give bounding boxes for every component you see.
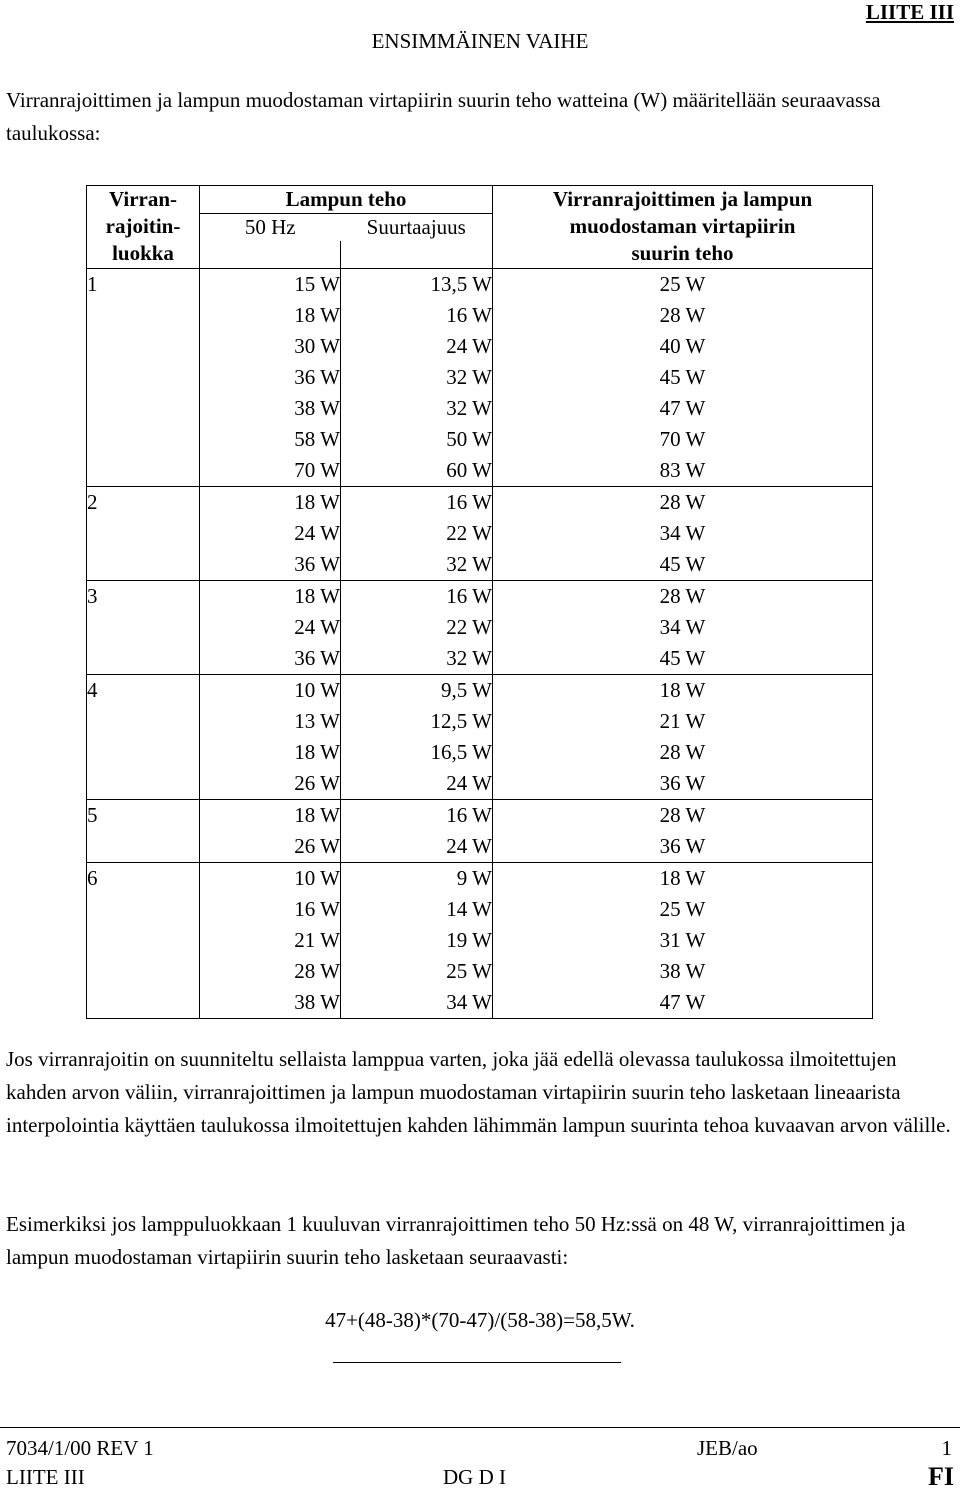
- sub-header-spacer-1: [200, 241, 341, 269]
- lamp-power-50hz-cell: 36 W: [200, 549, 341, 581]
- max-header-line-1: Virranrajoittimen ja lampun: [552, 187, 813, 211]
- lamp-power-50hz-cell: 36 W: [200, 643, 341, 675]
- lamp-power-50hz-cell: 38 W: [200, 393, 341, 424]
- max-power-cell: 25 W: [493, 269, 873, 301]
- table-row: [87, 549, 873, 581]
- table-row: [87, 894, 873, 925]
- class-cell: [87, 362, 200, 393]
- class-cell: [87, 987, 200, 1019]
- max-power-cell: 40 W: [493, 331, 873, 362]
- class-cell: [87, 424, 200, 455]
- footer-language: FI: [928, 1462, 954, 1491]
- max-header-line-2: muodostaman virtapiirin: [569, 214, 796, 238]
- max-power-cell: 25 W: [493, 894, 873, 925]
- footer-initials: JEB/ao: [697, 1436, 758, 1460]
- class-cell: [87, 643, 200, 675]
- lamp-power-hf-cell: 9,5 W: [341, 675, 493, 707]
- lamp-power-hf-cell: 50 W: [341, 424, 493, 455]
- intro-paragraph: Virranrajoittimen ja lampun muodostaman virtapiirin suurin teho watteina (W) määritellään seuraavassa taulukossa:: [6, 88, 881, 145]
- lamp-power-50hz-cell: 70 W: [200, 455, 341, 487]
- max-power-cell: 38 W: [493, 956, 873, 987]
- max-power-cell: 70 W: [493, 424, 873, 455]
- table-row: [87, 424, 873, 455]
- lamp-power-hf-cell: 22 W: [341, 612, 493, 643]
- max-power-cell: 18 W: [493, 863, 873, 895]
- lamp-power-50hz-cell: 18 W: [200, 487, 341, 519]
- lamp-power-50hz-cell: 38 W: [200, 987, 341, 1019]
- example-paragraph: Esimerkiksi jos lamppuluokkaan 1 kuuluvan virranrajoittimen teho 50 Hz:ssä on 48 W, virranrajoittimen ja lampun muodostaman virtapiirin suurin teho lasketaan seuraavasti:: [6, 1212, 906, 1269]
- class-cell: 6: [87, 863, 200, 895]
- class-cell: [87, 455, 200, 487]
- max-header-line-3: suurin teho: [631, 241, 734, 265]
- table-row: [87, 737, 873, 768]
- lamp-power-50hz-cell: 10 W: [200, 863, 341, 895]
- class-header-line-1: Virran-: [108, 187, 178, 211]
- class-header-line-3: luokka: [112, 241, 174, 265]
- table-row: [87, 956, 873, 987]
- max-power-cell: 31 W: [493, 925, 873, 956]
- max-power-cell: 83 W: [493, 455, 873, 487]
- table-row: [87, 768, 873, 800]
- lamp-power-hf-cell: 16 W: [341, 581, 493, 613]
- lamp-power-hf-cell: 22 W: [341, 518, 493, 549]
- lamp-power-50hz-cell: 18 W: [200, 581, 341, 613]
- lamp-power-hf-cell: 60 W: [341, 455, 493, 487]
- power-table: [86, 185, 872, 1020]
- max-power-cell: 45 W: [493, 643, 873, 675]
- lamp-power-hf-cell: 24 W: [341, 831, 493, 863]
- class-cell: [87, 831, 200, 863]
- class-cell: 4: [87, 675, 200, 707]
- lamp-power-hf-cell: 32 W: [341, 549, 493, 581]
- lamp-power-hf-cell: 19 W: [341, 925, 493, 956]
- class-cell: [87, 518, 200, 549]
- max-power-cell: 45 W: [493, 549, 873, 581]
- lamp-power-hf-cell: 34 W: [341, 987, 493, 1019]
- table-row: [87, 706, 873, 737]
- phase-title: ENSIMMÄINEN VAIHE: [371, 29, 589, 53]
- table-row: [87, 800, 873, 832]
- table-row: [87, 581, 873, 613]
- table-row: [87, 269, 873, 301]
- class-cell: [87, 737, 200, 768]
- lamp-power-50hz-cell: 28 W: [200, 956, 341, 987]
- lamp-power-hf-cell: 14 W: [341, 894, 493, 925]
- table-row: [87, 331, 873, 362]
- sub-header-spacer-2: [341, 241, 493, 269]
- footer-page-number: 1: [941, 1436, 952, 1460]
- max-power-cell: 28 W: [493, 300, 873, 331]
- lamp-power-50hz-cell: 18 W: [200, 300, 341, 331]
- max-power-column-header: [493, 186, 873, 269]
- max-power-cell: 47 W: [493, 987, 873, 1019]
- lamp-power-50hz-cell: 26 W: [200, 768, 341, 800]
- table-row: [87, 393, 873, 424]
- table-row: [87, 487, 873, 519]
- example-formula: 47+(48-38)*(70-47)/(58-38)=58,5W.: [325, 1308, 635, 1332]
- table-row: [87, 831, 873, 863]
- footer-rule: [0, 1427, 960, 1428]
- lamp-power-header: Lampun teho: [200, 186, 493, 214]
- max-power-cell: 28 W: [493, 737, 873, 768]
- table-row: [87, 612, 873, 643]
- max-power-cell: 45 W: [493, 362, 873, 393]
- class-header-line-2: rajoitin-: [105, 214, 181, 238]
- max-power-cell: 28 W: [493, 487, 873, 519]
- lamp-power-50hz-cell: 26 W: [200, 831, 341, 863]
- lamp-power-50hz-cell: 24 W: [200, 612, 341, 643]
- lamp-power-hf-cell: 25 W: [341, 956, 493, 987]
- lamp-power-50hz-cell: 18 W: [200, 737, 341, 768]
- max-power-cell: 34 W: [493, 612, 873, 643]
- max-power-cell: 36 W: [493, 768, 873, 800]
- lamp-power-hf-cell: 24 W: [341, 768, 493, 800]
- table-row: [87, 300, 873, 331]
- lamp-power-hf-cell: 16 W: [341, 300, 493, 331]
- lamp-power-hf-cell: 32 W: [341, 362, 493, 393]
- class-cell: 2: [87, 487, 200, 519]
- lamp-power-hf-cell: 12,5 W: [341, 706, 493, 737]
- lamp-power-50hz-cell: 18 W: [200, 800, 341, 832]
- class-cell: 3: [87, 581, 200, 613]
- lamp-power-50hz-cell: 15 W: [200, 269, 341, 301]
- footer-annex: LIITE III: [6, 1465, 85, 1489]
- class-cell: [87, 331, 200, 362]
- lamp-power-50hz-cell: 21 W: [200, 925, 341, 956]
- max-power-cell: 28 W: [493, 800, 873, 832]
- footer-dg: DG D I: [443, 1465, 506, 1489]
- max-power-cell: 34 W: [493, 518, 873, 549]
- sub-header-hf: Suurtaajuus: [341, 214, 493, 242]
- table-row: [87, 643, 873, 675]
- max-power-cell: 28 W: [493, 581, 873, 613]
- lamp-power-hf-cell: 32 W: [341, 643, 493, 675]
- table-row: [87, 455, 873, 487]
- lamp-power-hf-cell: 24 W: [341, 331, 493, 362]
- table-row: [87, 987, 873, 1019]
- lamp-power-hf-cell: 32 W: [341, 393, 493, 424]
- class-cell: 1: [87, 269, 200, 301]
- table-row: [87, 925, 873, 956]
- lamp-power-hf-cell: 16 W: [341, 487, 493, 519]
- lamp-power-50hz-cell: 10 W: [200, 675, 341, 707]
- power-table-grid: [86, 185, 873, 1019]
- table-row: [87, 362, 873, 393]
- lamp-power-50hz-cell: 36 W: [200, 362, 341, 393]
- class-cell: [87, 925, 200, 956]
- max-power-cell: 18 W: [493, 675, 873, 707]
- lamp-power-hf-cell: 9 W: [341, 863, 493, 895]
- end-rule: [333, 1362, 621, 1363]
- max-power-cell: 47 W: [493, 393, 873, 424]
- class-cell: [87, 393, 200, 424]
- lamp-power-50hz-cell: 24 W: [200, 518, 341, 549]
- annex-label-top: LIITE III: [865, 0, 954, 24]
- class-cell: [87, 706, 200, 737]
- lamp-power-50hz-cell: 13 W: [200, 706, 341, 737]
- sub-header-50hz: 50 Hz: [200, 214, 341, 242]
- lamp-power-50hz-cell: 30 W: [200, 331, 341, 362]
- lamp-power-50hz-cell: 58 W: [200, 424, 341, 455]
- table-body: [87, 269, 873, 1019]
- lamp-power-hf-cell: 16 W: [341, 800, 493, 832]
- lamp-power-hf-cell: 13,5 W: [341, 269, 493, 301]
- class-cell: [87, 894, 200, 925]
- class-cell: [87, 612, 200, 643]
- footer-doc-ref: 7034/1/00 REV 1: [6, 1436, 154, 1460]
- class-cell: 5: [87, 800, 200, 832]
- table-row: [87, 518, 873, 549]
- table-row: [87, 675, 873, 707]
- class-cell: [87, 956, 200, 987]
- class-cell: [87, 300, 200, 331]
- class-column-header: [87, 186, 200, 269]
- class-cell: [87, 549, 200, 581]
- interpolation-paragraph: Jos virranrajoitin on suunniteltu sellaista lamppua varten, joka jää edellä olevassa taulukossa ilmoitettujen kahden arvon väliin, virranrajoittimen ja lampun muodostaman virtapiirin suurin teho lasketaan lineaarista interpolointia käyttäen taulukossa ilmoitettujen kahden lähimmän lampun suurinta tehoa kuvaavan arvon välille.: [6, 1047, 951, 1137]
- lamp-power-hf-cell: 16,5 W: [341, 737, 493, 768]
- class-cell: [87, 768, 200, 800]
- max-power-cell: 21 W: [493, 706, 873, 737]
- table-row: [87, 863, 873, 895]
- lamp-power-50hz-cell: 16 W: [200, 894, 341, 925]
- max-power-cell: 36 W: [493, 831, 873, 863]
